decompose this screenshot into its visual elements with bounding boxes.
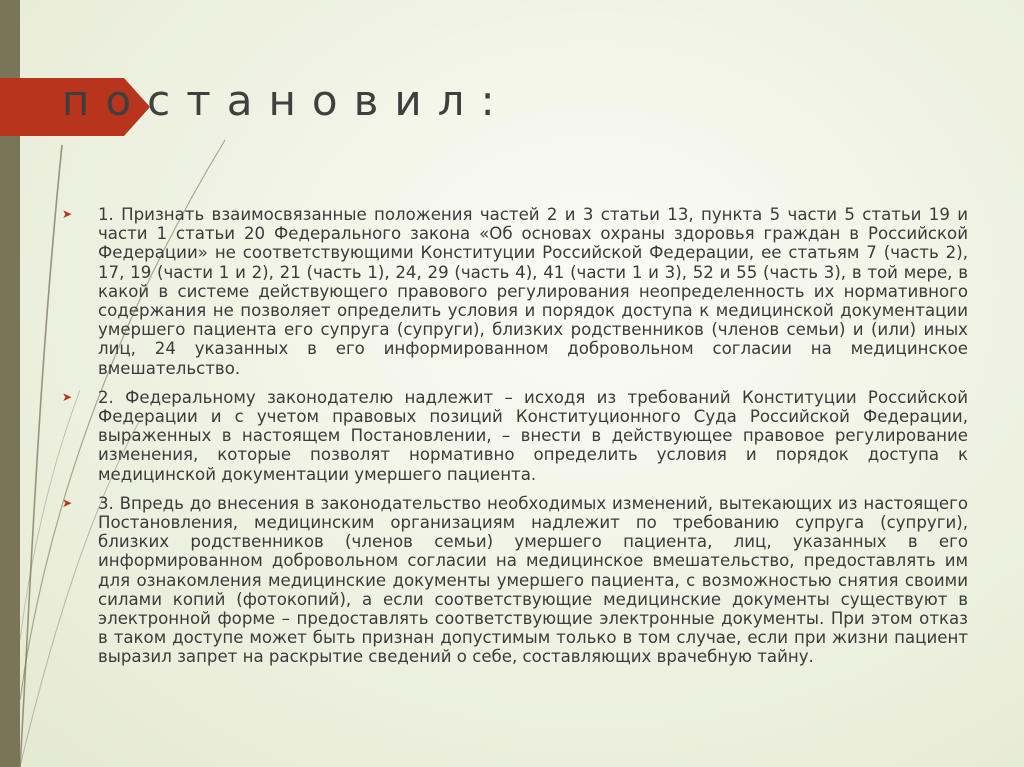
list-item [62,388,968,484]
slide-body [62,205,968,677]
arrow-bullet-icon: ➤ [62,207,73,221]
list-item-text: 1. Признать взаимосвязанные положения частей 2 и 3 статьи 13, пункта 5 части 5 статьи 19 и части 1 статьи 20 Федерального закона «Об основах охраны здоровья граждан в Российской Федерации» не соответствующими Конституции Российской Федерации, ее статьям 7 (часть 2), 17, 19 (части 1 и 2), 21 (часть 1), 24, 29 (часть 4), 41 (части 1 и 3), 52 и 55 (часть 3), в той мере, в какой в системе действующего правового регулирования неопределенность их нормативного содержания не позволяет определить условия и порядок доступа к медицинской документации умершего пациента его супруга (супруги), близких родственников (членов семьи) и (или) иных лиц, 24 указанных в его информированном добровольном согласии на медицинское вмешательство. [98,205,968,378]
slide-title: постановил: [62,76,511,125]
list-item-text: 2. Федеральному законодателю надлежит – исходя из требований Конституции Российской Федерации и с учетом правовых позиций Конституционного Суда Российской Федерации, выраженных в настоящем Постановлении, – внести в действующее правовое регулирование изменения, которые позволят нормативно определить условия и порядок доступа к медицинской документации умершего пациента. [98,387,968,484]
list-item-text: 3. Впредь до внесения в законодательство необходимых изменений, вытекающих из настоящего Постановления, медицинским организациям надлежит по требованию супруга (супруги), близких родственников (членов семьи) умершего пациента, лиц, указанных в его информированном добровольном согласии на медицинское вмешательство, предоставлять им для ознакомления медицинские документы умершего пациента, с возможностью снятия своими силами копий (фотокопий), а если соответствующие медицинские документы существуют в электронной форме – предоставлять соответствующие электронные документы. При этом отказ в таком доступе может быть признан допустимым только в том случае, если при жизни пациент выразил запрет на раскрытие сведений о себе, составляющих врачебную тайну. [98,493,968,667]
list-item [62,494,968,667]
arrow-bullet-icon: ➤ [62,389,73,404]
arrow-bullet-icon: ➤ [62,495,73,510]
list-item [62,205,968,378]
